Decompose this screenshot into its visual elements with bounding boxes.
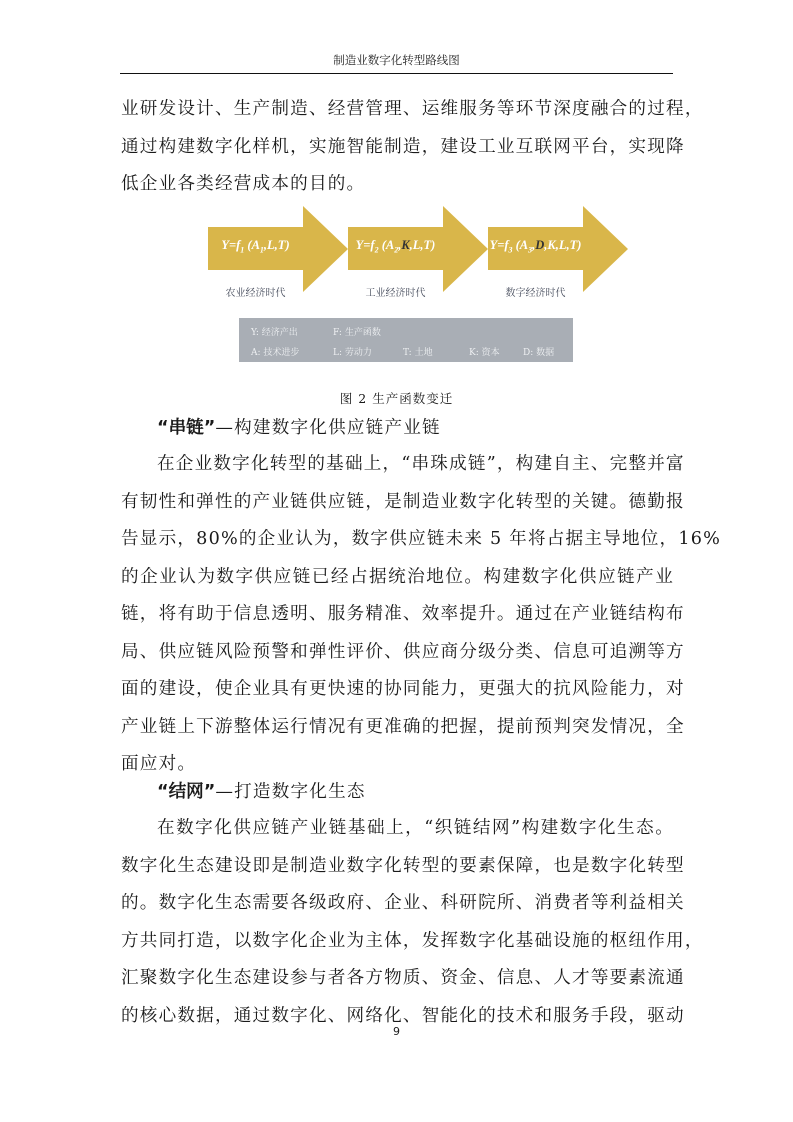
legend-item: K: 资本	[469, 348, 500, 358]
figure-caption: 图 2 生产函数变迁	[339, 391, 454, 406]
text-line: 告显示，80%的企业认为，数字供应链未来 5 年将占据主导地位，16%	[121, 529, 722, 549]
heading-keyword: “串链”	[157, 418, 216, 438]
formula-digital: $Y=f_3$ $(A_3,D,K,L,T)$	[489, 238, 582, 255]
text-line: 在数字化供应链产业链基础上，“织链结网”构建数字化生态。	[157, 818, 674, 838]
section-heading-chain	[157, 414, 441, 439]
running-header: 制造业数字化转型路线图	[333, 53, 460, 67]
era-label-industrial: 工业经济时代	[365, 288, 426, 299]
section-heading-network	[157, 778, 366, 803]
text-line: 有韧性和弹性的产业链供应链，是制造业数字化转型的关键。德勤报	[121, 491, 685, 512]
page-number: 9	[393, 1025, 400, 1038]
legend-item: D: 数据	[523, 348, 555, 358]
text-line: 面应对。	[121, 754, 197, 774]
text-line: 链，将有助于信息透明、服务精准、效率提升。通过在产业链结构布	[121, 604, 685, 624]
legend-item: F: 生产函数	[333, 328, 381, 338]
heading-keyword: “结网”	[157, 782, 216, 802]
figure-legend	[239, 318, 573, 362]
text-line: 产业链上下游整体运行情况有更准确的把握，提前预判突发情况，全	[121, 716, 685, 737]
section1-paragraph	[121, 446, 722, 784]
formula-industrial: $Y=f_2$ $(A_2,K,L,T)$	[355, 238, 436, 255]
intro-paragraph	[121, 91, 704, 204]
text-line: 汇聚数字化生态建设参与者各方物质、资金、信息、人才等要素流通	[121, 968, 685, 988]
text-line: 的企业认为数字供应链已经占据统治地位。构建数字化供应链产业	[121, 566, 674, 587]
text-line: 面的建设，使企业具有更快速的协同能力，更强大的抗风险能力，对	[121, 679, 685, 699]
section2-paragraph	[121, 810, 704, 1035]
text-line: 局、供应链风险预警和弹性评价、供应商分级分类、信息可追溯等方	[121, 641, 685, 662]
legend-item: T: 土地	[403, 348, 433, 358]
legend-item: Y: 经济产出	[251, 328, 298, 338]
heading-text: —构建数字化供应链产业链	[215, 418, 441, 438]
text-line: 低企业各类经营成本的目的。	[121, 174, 366, 194]
text-line: 数字化生态建设即是制造业数字化转型的要素保障，也是数字化转型	[121, 855, 685, 876]
text-line: 方共同打造，以数字化企业为主体，发挥数字化基础设施的枢纽作用，	[121, 930, 704, 951]
production-function-figure	[205, 204, 630, 304]
text-line: 业研发设计、生产制造、经营管理、运维服务等环节深度融合的过程，	[121, 99, 704, 119]
text-line: 通过构建数字化样机，实施智能制造，建设工业互联网平台，实现降	[121, 136, 685, 157]
era-label-digital: 数字经济时代	[505, 288, 566, 299]
formula-agricultural: $Y=f_1$ $(A_1,L,T)$	[221, 238, 290, 255]
header-rule	[120, 73, 673, 74]
legend-item: L: 劳动力	[333, 348, 372, 358]
legend-item: A: 技术进步	[251, 348, 300, 358]
text-line: 的。数字化生态需要各级政府、企业、科研院所、消费者等利益相关	[121, 893, 685, 913]
text-line: 的核心数据，通过数字化、网络化、智能化的技术和服务手段，驱动	[121, 1005, 685, 1026]
heading-text: —打造数字化生态	[215, 782, 366, 802]
era-label-agricultural: 农业经济时代	[225, 288, 286, 299]
text-line: 在企业数字化转型的基础上，“串珠成链”，构建自主、完整并富	[157, 454, 685, 474]
